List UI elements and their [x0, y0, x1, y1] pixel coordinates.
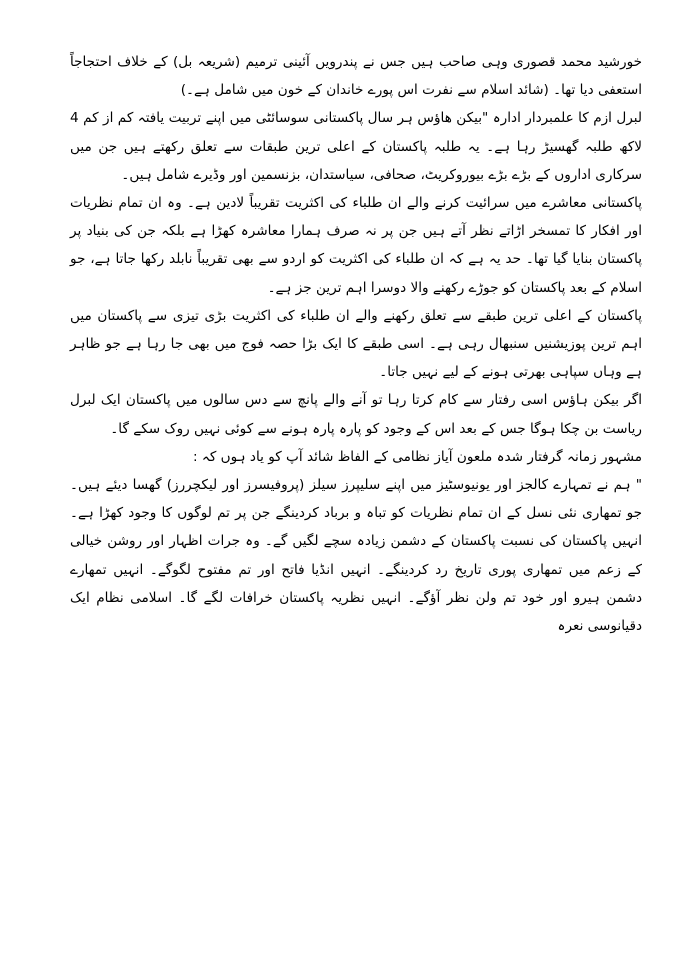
paragraph-2: لبرل ازم کا علمبردار ادارہ "بیکن ھاؤس ہر سال پاکستانی سوسائٹی میں اپنے تربیت یافتہ کم از کم 4 لاکھ طلبہ گھسیڑ رہا ہے۔ یہ طلبہ پاکستان کے اعلی ترین طبقات سے تعلق رکھتے ہیں جن میں سرکاری اداروں کے بڑے بڑے بیوروکریٹ، صحافی، سیاستدان، بزنسمین اور وڈیرے شامل ہیں۔	[70, 110, 642, 183]
article-text	[70, 48, 642, 640]
paragraph-6: مشہور زمانہ گرفتار شدہ ملعون آیاز نظامی کے الفاظ شائد آپ کو یاد ہوں کہ :	[192, 448, 642, 465]
paragraph-5: اگر بیکن ہاؤس اسی رفتار سے کام کرتا رہا تو آنے والے پانچ سے دس سالوں میں پاکستان ایک لبرل ریاست بن چکا ہوگا جس کے بعد اس کے وجود کو پارہ پارہ ہونے سے کوئی نہیں روک سکے گا۔	[70, 392, 642, 437]
quote-paragraph: " ہم نے تمہارے کالجز اور یونیوسٹیز میں اپنے سلیپرز سیلز (پروفیسرز اور لیکچررز) گھسا دیئے ہیں۔ جو تمھاری نئی نسل کے ان تمام نظریات کو تباہ و برباد کردینگے جن پر تم لوگوں کا وجود کھڑا ہے۔ انہیں پاکستان کی نسبت پاکستان کے دشمن زیادہ سچے لگیں گے۔ وہ جرات اظہار اور روشن خیالی کے زعم میں تمھاری پوری تاریخ رد کردینگے۔ انہیں انڈیا فاتح اور تم مفتوح لگوگے۔ انہیں تمھارے دشمن ہیرو اور خود تم ولن نظر آؤگے۔ انہیں نظریہ پاکستان خرافات لگے گا۔ اسلامی نظام ایک دقیانوسی نعرہ	[70, 477, 642, 635]
paragraph-1: خورشید محمد قصوری وہی صاحب ہیں جس نے پندرویں آئینی ترمیم (شریعہ بل) کے خلاف احتجاجاً استعفی دیا تھا۔ (شائد اسلام سے نفرت اس پورے خاندان کے خون میں شامل ہے۔)	[70, 54, 642, 99]
paragraph-4: پاکستان کے اعلی ترین طبقے سے تعلق رکھنے والے ان طلباء کی اکثریت بڑی تیزی سے پاکستان میں اہم ترین پوزیشنیں سنبھال رہی ہے۔ اسی طبقے کا ایک بڑا حصہ فوج میں بھی جا رہا ہے جو ظاہر ہے وہاں سپاہی بھرتی ہونے کے لیے نہیں جاتا۔	[70, 307, 642, 381]
paragraph-3: پاکستانی معاشرے میں سرائیت کرنے والے ان طلباء کی اکثریت تقریباً لادین ہے۔ وہ ان تمام نظریات اور افکار کا تمسخر اڑاتے نظر آتے ہیں جن پر نہ صرف ہمارا معاشرہ کھڑا ہے بلکہ جن کی بنیاد پر پاکستان بنایا گیا تھا۔ حد یہ ہے کہ ان طلباء کی اکثریت کو اردو سے بھی تقریباً نابلد رکھا جاتا ہے، جو اسلام کے بعد پاکستان کو جوڑے رکھنے والا دوسرا اہم ترین جز ہے۔	[70, 195, 642, 296]
